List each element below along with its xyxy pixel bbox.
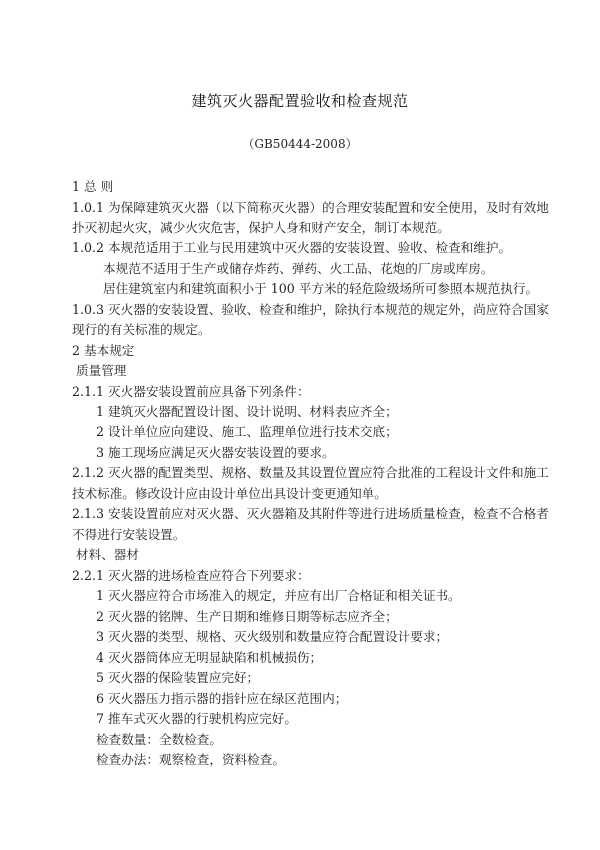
inspection-method: 检查办法：观察检查，资料检查。 <box>96 752 285 767</box>
clause-text: 2.1.2 灭火器的配置类型、规格、数量及其设置位置应符合批准的工程设计文件和施工 <box>72 465 549 480</box>
clause-text: 2.1.3 安装设置前应对灭火器、灭火器箱及其附件等进行进场质量检查，检查不合格者 <box>72 506 549 521</box>
clause-text: 扑灭初起火灾，减少火灾危害，保护人身和财产安全，制订本规范。 <box>72 220 450 235</box>
section-heading: 1 总 则 <box>72 179 114 194</box>
clause-text: 2.1.1 灭火器安装设置前应具备下列条件： <box>72 384 310 399</box>
list-item: 1 灭火器应符合市场准入的规定，并应有出厂合格证和相关证书。 <box>96 588 461 603</box>
clause-text: 现行的有关标准的规定。 <box>72 322 211 337</box>
list-item: 7 推车式灭火器的行驶机构应完好。 <box>96 711 297 726</box>
list-item: 6 灭火器压力指示器的指针应在绿区范围内； <box>96 691 348 706</box>
subsection-heading: 质量管理 <box>76 363 127 378</box>
clause-text: 1.0.1 为保障建筑灭火器（以下简称灭火器）的合理安装配置和安全使用，及时有效地 <box>72 200 549 215</box>
standard-code: （GB50444-2008） <box>242 137 358 151</box>
clause-text: 本规范不适用于生产或储存炸药、弹药、火工品、花炮的厂房或库房。 <box>103 261 494 276</box>
clause-text: 居住建筑室内和建筑面积小于 100 平方米的轻危险级场所可参照本规范执行。 <box>103 281 539 296</box>
list-item: 4 灭火器筒体应无明显缺陷和机械损伤； <box>96 650 323 665</box>
clause-text: 技术标准。修改设计应由设计单位出具设计变更通知单。 <box>72 486 387 501</box>
subsection-heading: 材料、器材 <box>76 547 139 562</box>
clause-text: 1.0.3 灭火器的安装设置、验收、检查和维护，除执行本规范的规定外，尚应符合国家 <box>72 302 549 317</box>
list-item: 2 设计单位应向建设、施工、监理单位进行技术交底； <box>96 424 398 439</box>
section-heading: 2 基本规定 <box>72 343 135 358</box>
list-item: 3 灭火器的类型、规格、灭火级别和数量应符合配置设计要求； <box>96 629 449 644</box>
list-item: 1 建筑灭火器配置设计图、设计说明、材料表应齐全； <box>96 404 398 419</box>
clause-text: 1.0.2 本规范适用于工业与民用建筑中灭火器的安装设置、验收、检查和维护。 <box>72 240 512 255</box>
clause-text: 2.2.1 灭火器的进场检查应符合下列要求： <box>72 568 310 583</box>
inspection-quantity: 检查数量：全数检查。 <box>96 732 222 747</box>
document-title: 建筑灭火器配置验收和检查规范 <box>191 92 409 110</box>
clause-text: 不得进行安装设置。 <box>72 527 186 542</box>
list-item: 2 灭火器的铭牌、生产日期和维修日期等标志应齐全； <box>96 609 398 624</box>
list-item: 5 灭火器的保险装置应完好； <box>96 670 260 685</box>
list-item: 3 施工现场应满足灭火器安装设置的要求。 <box>96 445 335 460</box>
